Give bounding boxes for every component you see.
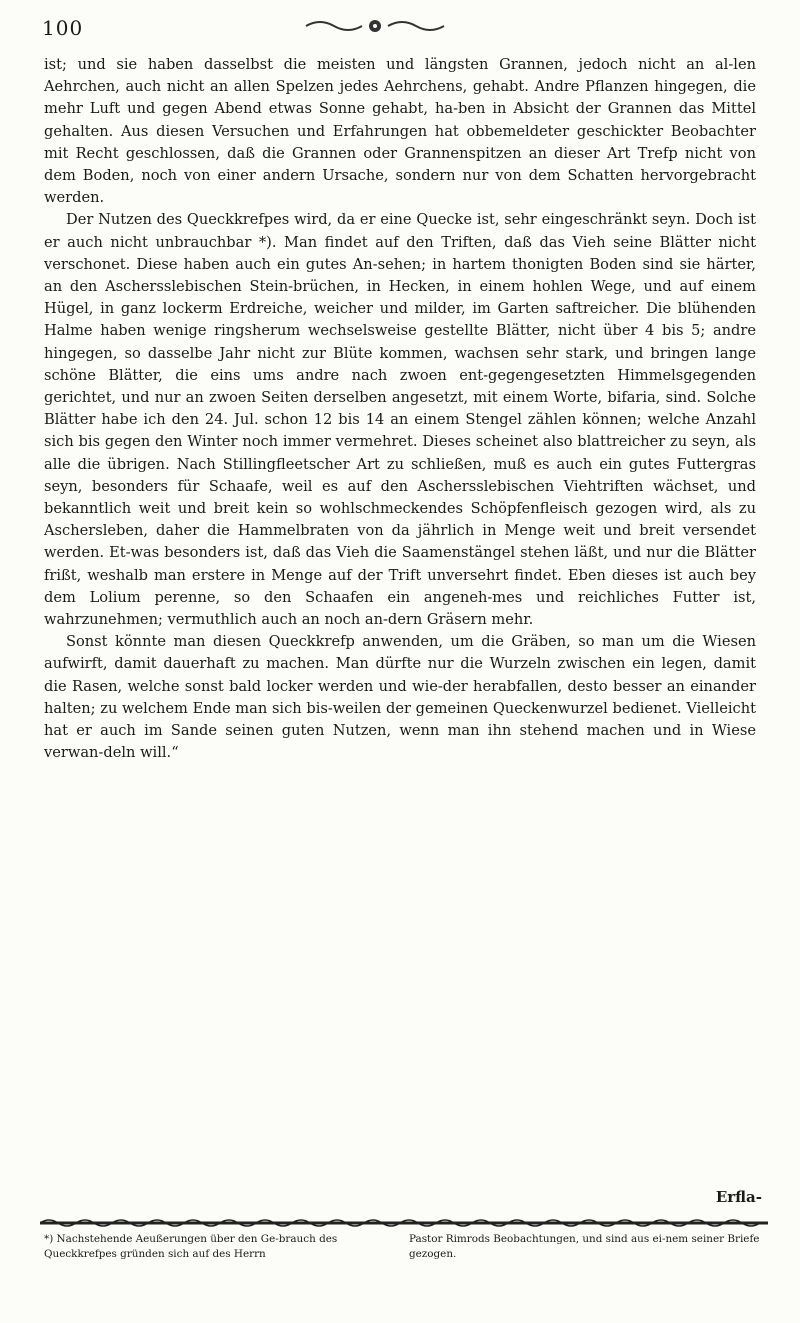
decorative-rule xyxy=(40,1216,768,1230)
paragraph: Der Nutzen des Queckkrefpes wird, da er eine Quecke ist, sehr eingeschränkt seyn. Doch ist er auch nicht unbrauchbar *). Man findet auf den Triften, daß das Vieh seine Blätter nicht verschonet. Diese haben auch ein gutes An-sehen; in hartem thonigten Boden sind sie härter, an den Aschersslebischen Stein-brüchen, in Hecken, in einem hohlen Wege, und auf einem Hügel, in ganz lockerm Erdreiche, weicher und milder, im Garten saftreicher. Die blühenden Halme haben wenige ringsherum wechselsweise gestellte Blätter, nicht über 4 bis 5; andre hingegen, so dasselbe Jahr nicht zur Blüte kommen, wachsen sehr stark, und bringen lange schöne Blätter, die eins ums andre nach zwoen ent-gegengesetzten Himmelsgegenden gerichtet, und nur an zwoen Seiten derselben angesetzt, mit einem Worte, bifaria, sind. Solche Blätter habe ich den 24. Jul. schon 12 bis 14 an einem Stengel zählen können; welche Anzahl sich bis gegen den Winter noch immer vermehret. Dieses scheinet also blattreicher zu seyn, als alle die übrigen. Nach Stillingfleetscher Art zu schließen, muß es auch ein gutes Futtergras seyn, besonders für Schaafe, weil es auf den Aschersslebischen Viehtriften wächset, und bekanntlich weit und breit kein so wohlschmeckendes Schöpfenfleisch gezogen wird, als zu Aschersleben, daher die Hammelbraten von da jährlich in Menge weit und breit versendet werden. Et-was besonders ist, daß das Vieh die Saamenstängel stehen läßt, und nur die Blätter frißt, weshalb man erstere in Menge auf der Trift unversehrt findet. Eben dieses ist auch bey dem Lolium perenne, so den Schaafen ein angeneh-mes und reichliches Futter ist, wahrzunehmen; vermuthlich auch an noch an-dern Gräsern mehr. xyxy=(44,211,756,629)
footnote-right: Pastor Rimrods Beobachtungen, und sind aus ei-nem seiner Briefe gezogen. xyxy=(409,1233,760,1260)
footnote-left: *) Nachstehende Aeußerungen über den Ge-brauch des Queckkrefpes gründen sich auf des Herrn xyxy=(44,1233,338,1260)
header-ornament xyxy=(300,14,450,38)
catchword: Erfla- xyxy=(715,1188,762,1206)
paragraph: Sonst könnte man diesen Queckkrefp anwenden, um die Gräben, so man um die Wiesen aufwirft, damit dauerhaft zu machen. Man dürfte nur die Wurzeln zwischen ein legen, damit die Rasen, welche sonst bald locker werden und wie-der herabfallen, desto besser an einander halten; zu welchem Ende man sich bis-weilen der gemeinen Queckenwurzel bedienet. Vielleicht hat er auch im Sande seinen guten Nutzen, wenn man ihn stehend machen und in Wiese verwan-deln will.“ xyxy=(44,633,756,762)
paragraph: ist; und sie haben dasselbst die meisten und längsten Grannen, jedoch nicht an al-len Aehrchen, auch nicht an allen Spelzen jedes Aehrchens, gehabt. Andre Pflanzen hingegen, die mehr Luft und gegen Abend etwas Sonne gehabt, ha-ben in Absicht der Grannen das Mittel gehalten. Aus diesen Versuchen und Erfahrungen hat obbemeldeter geschickter Beobachter mit Recht geschlossen, daß die Grannen oder Grannenspitzen an dieser Art Trefp nicht von dem Boden, noch von einer andern Ursache, sondern nur von dem Schatten hervorgebracht werden. xyxy=(44,56,756,207)
page-number: 100 xyxy=(42,16,84,40)
body-text xyxy=(44,54,756,765)
footnote xyxy=(44,1232,760,1262)
